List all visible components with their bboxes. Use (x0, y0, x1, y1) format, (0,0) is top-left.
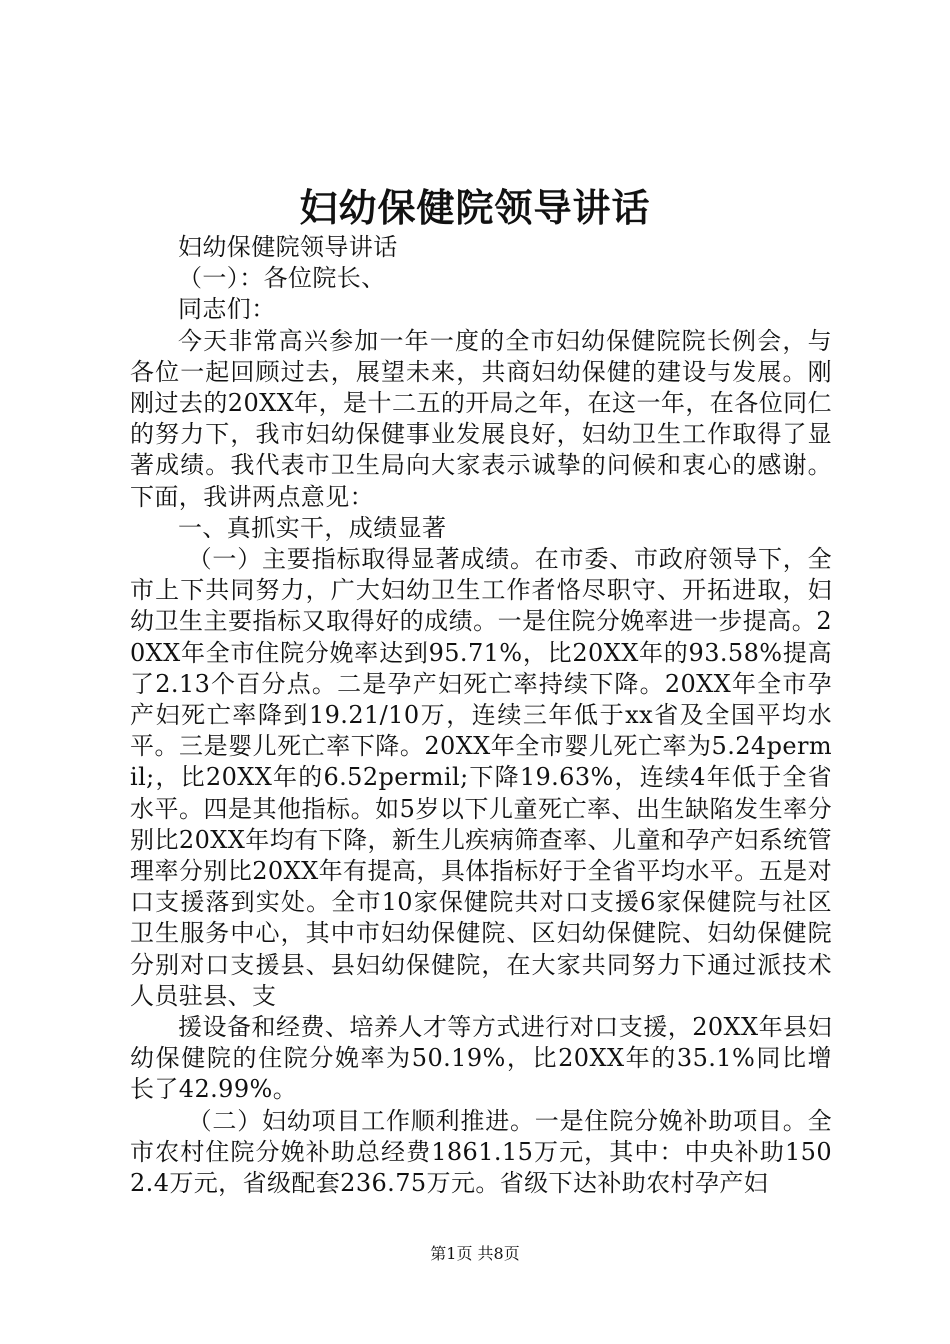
paragraph-projects: （二）妇幼项目工作顺利推进。一是住院分娩补助项目。全市农村住院分娩补助总经费1861.15万元，其中：中央补助1502.4万元，省级配套236.75万元。省级下达补助农村孕产妇 (130, 1106, 832, 1198)
paragraph-support-continued: 援设备和经费、培养人才等方式进行对口支援，20XX年县妇幼保健院的住院分娩率为50.19%，比20XX年的35.1%同比增长了42.99%。 (130, 1013, 832, 1104)
paragraph-salutation-1: （一）：各位院长、 (178, 264, 386, 293)
document-title: 妇幼保健院领导讲话 (299, 185, 651, 230)
section-heading-1: 一、真抓实干，成绩显著 (178, 513, 447, 542)
paragraph-heading-repeat: 妇幼保健院领导讲话 (178, 233, 398, 261)
page-footer: 第1页 共8页 (430, 1244, 520, 1263)
paragraph-salutation-2: 同志们： (178, 295, 276, 324)
document-body (130, 232, 832, 1199)
paragraph-main-indicators: （一）主要指标取得显著成绩。在市委、市政府领导下，全市上下共同努力，广大妇幼卫生工作者恪尽职守、开拓进取，妇幼卫生主要指标又取得好的成绩。一是住院分娩率进一步提高。20XX年全市住院分娩率达到95.71%，比20XX年的93.58%提高了2.13个百分点。二是孕产妇死亡率持续下降。20XX年全市孕产妇死亡率降到19.21/10万，连续三年低于xx省及全国平均水平。三是婴儿死亡率下降。20XX年全市婴儿死亡率为5.24permil;，比20XX年的6.52permil;下降19.63%，连续4年低于全省水平。四是其他指标。如5岁以下儿童死亡率、出生缺陷发生率分别比20XX年均有下降，新生儿疾病筛查率、儿童和孕产妇系统管理率分别比20XX年有提高，具体指标好于全省平均水平。五是对口支援落到实处。全市10家保健院共对口支援6家保健院与社区卫生服务中心，其中市妇幼保健院、区妇幼保健院、妇幼保健院分别对口支援县、县妇幼保健院，在大家共同努力下通过派技术人员驻县、支 (130, 545, 832, 1010)
paragraph-opening: 今天非常高兴参加一年一度的全市妇幼保健院院长例会，与各位一起回顾过去，展望未来，共商妇幼保健的建设与发展。刚刚过去的20XX年，是十二五的开局之年，在这一年，在各位同仁的努力下，我市妇幼保健事业发展良好，妇幼卫生工作取得了显著成绩。我代表市卫生局向大家表示诚挚的问候和衷心的感谢。下面，我讲两点意见： (130, 326, 832, 511)
